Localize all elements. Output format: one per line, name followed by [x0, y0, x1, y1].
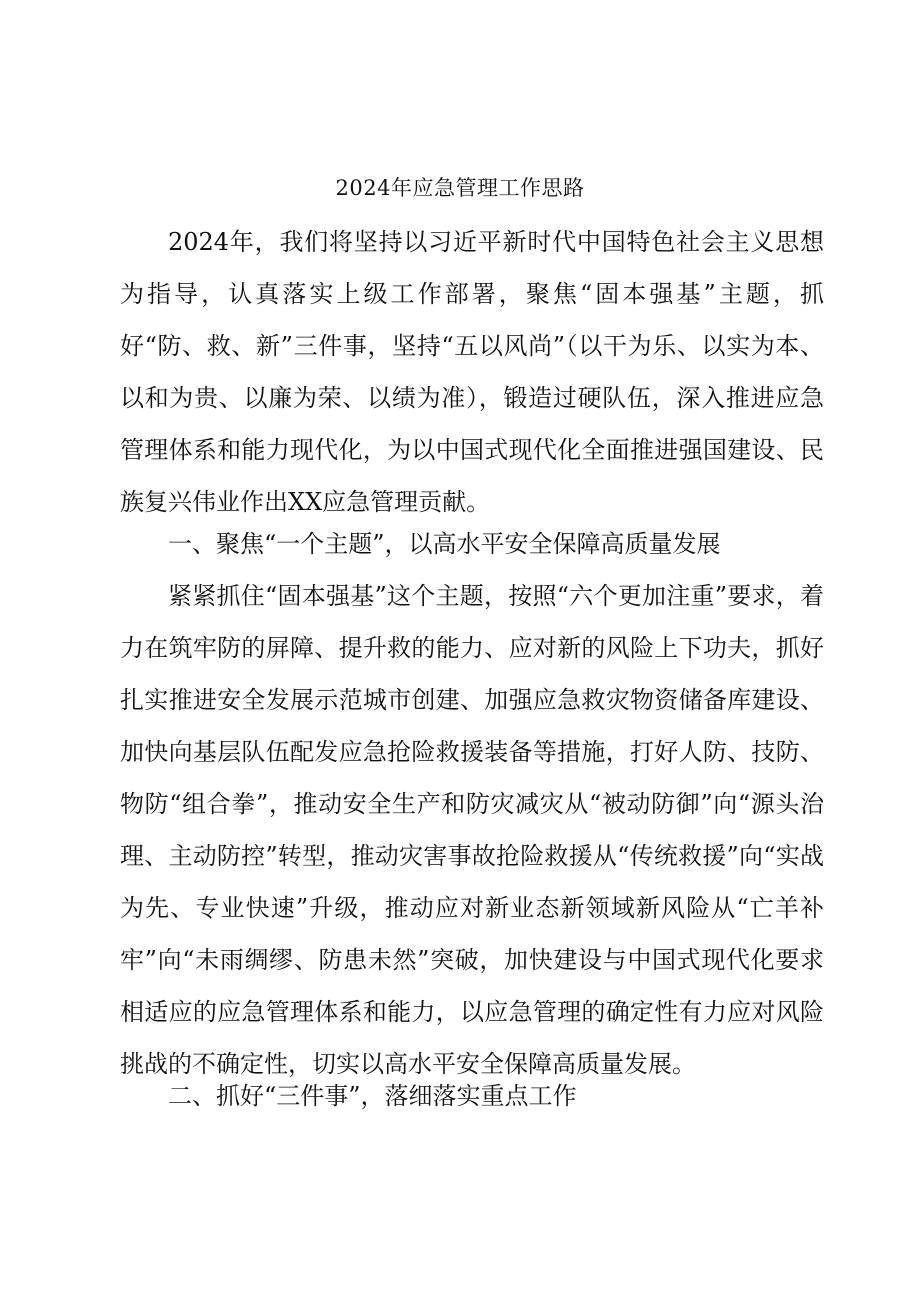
intro-paragraph: 2024年，我们将坚持以习近平新时代中国特色社会主义思想为指导，认真落实上级工作部署，聚焦“固本强基”主题，抓好“防、救、新”三件事，坚持“五以风尚”（以干为乐、以实为本、以和为贵、以廉为荣、以绩为准），锻造过硬队伍，深入推进应急管理体系和能力现代化，为以中国式现代化全面推进强国建设、民族复兴伟业作出XX应急管理贡献。: [120, 228, 824, 516]
document-title: 2024年应急管理工作思路: [335, 176, 585, 200]
section-1-paragraph: 紧紧抓住“固本强基”这个主题，按照“六个更加注重”要求，着力在筑牢防的屏障、提升救的能力、应对新的风险上下功夫，抓好扎实推进安全发展示范城市创建、加强应急救灾物资储备库建设、加快向基层队伍配发应急抢险救援装备等措施，打好人防、技防、物防“组合拳”，推动安全生产和防灾减灾从“被动防御”向“源头治理、主动防控”转型，推动灾害事故抢险救援从“传统救援”向“实战为先、专业快速”升级，推动应对新业态新领域新风险从“亡羊补牢”向“未雨绸缪、防患未然”突破，加快建设与中国式现代化要求相适应的应急管理体系和能力，以应急管理的确定性有力应对风险挑战的不确定性，切实以高水平安全保障高质量发展。: [120, 582, 824, 1078]
section-2-heading: 二、抓好“三件事”，落细落实重点工作: [168, 1082, 577, 1110]
section-1-heading: 一、聚焦“一个主题”，以高水平安全保障高质量发展: [168, 530, 721, 558]
